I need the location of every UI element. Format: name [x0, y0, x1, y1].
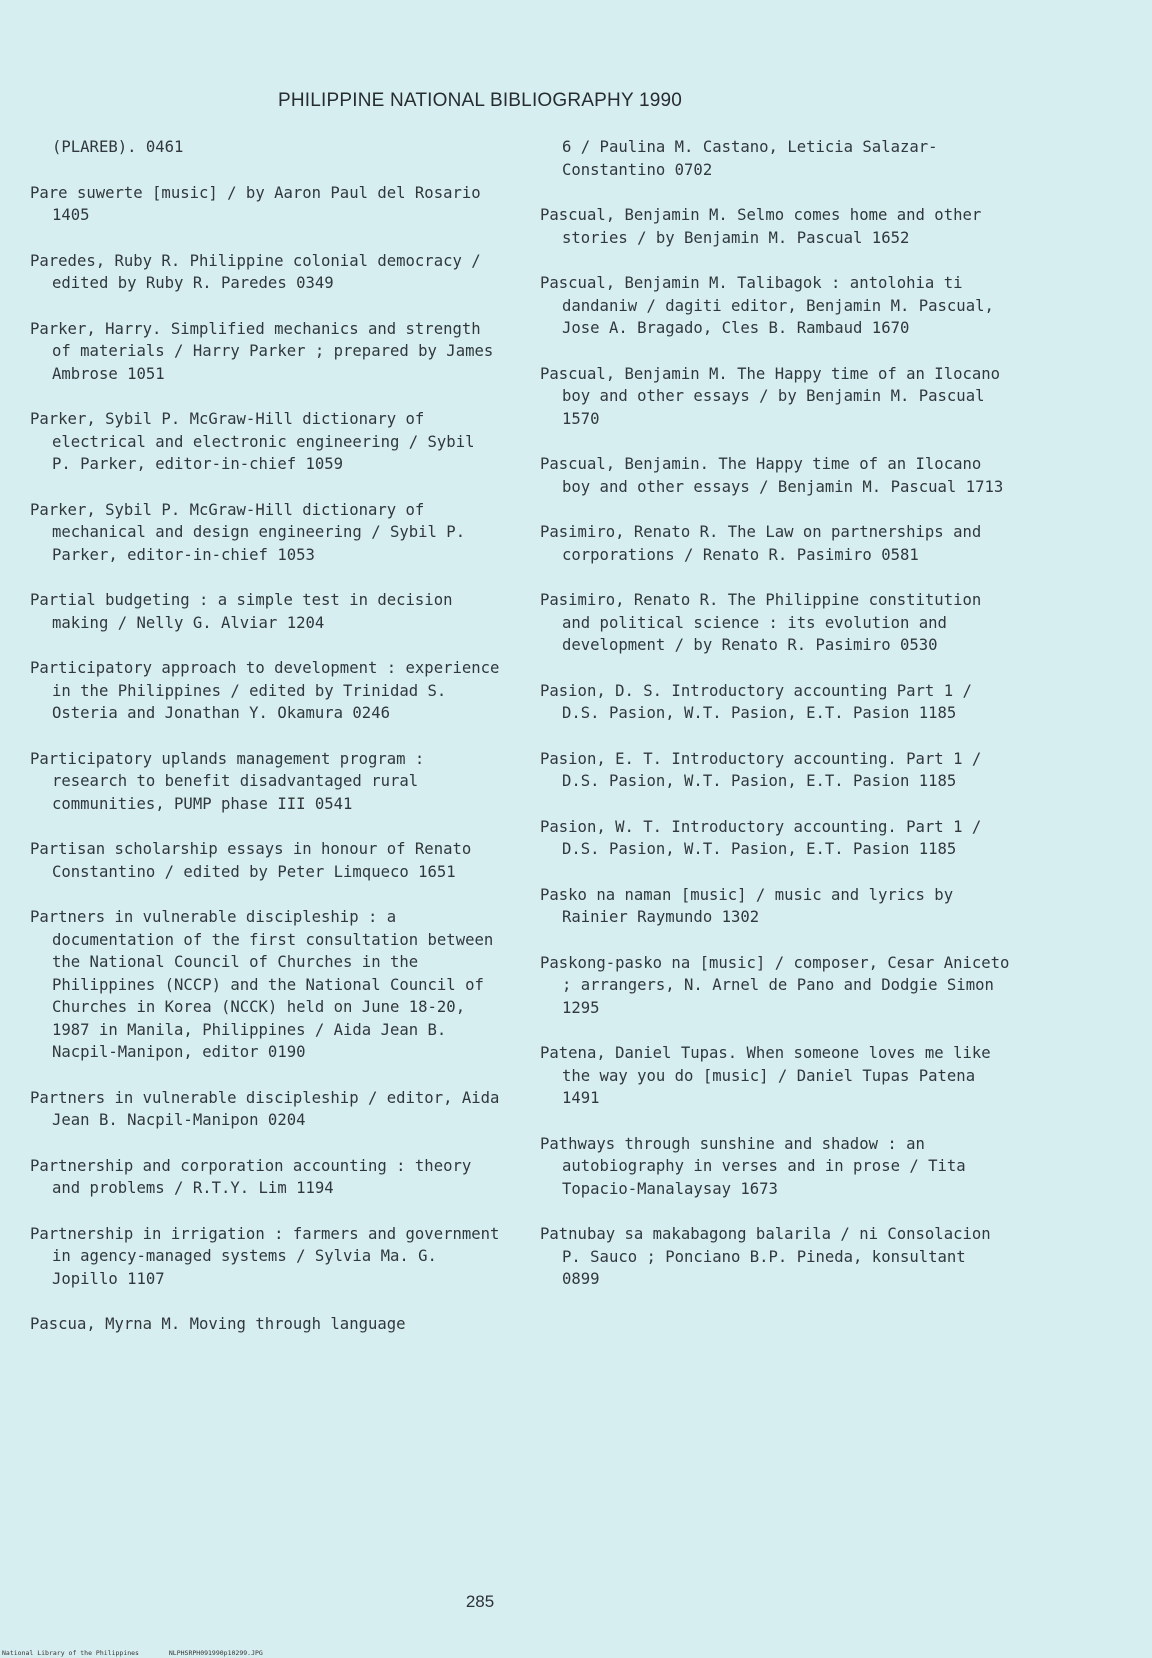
right-column — [540, 136, 1010, 1314]
page-number: 285 — [465, 1592, 495, 1611]
bibliography-entry: Partnership and corporation accounting : theory and problems / R.T.Y. Lim 1194 — [30, 1156, 472, 1197]
bibliography-entry: Pascua, Myrna M. Moving through language — [30, 1315, 406, 1333]
bibliography-entry: Pascual, Benjamin M. The Happy time of an Ilocano boy and other essays / by Benjamin M. Pascual 1570 — [540, 364, 1001, 428]
bibliography-entry: Participatory approach to development : experience in the Philippines / edited by Trinidad S. Osteria and Jonathan Y. Okamura 0246 — [30, 659, 500, 722]
bibliography-entry: Pasimiro, Renato R. The Law on partnerships and corporations / Renato R. Pasimiro 0581 — [540, 523, 982, 564]
footer-source: National Library of the Philippines — [2, 1649, 139, 1657]
bibliography-entry: Pasion, W. T. Introductory accounting. Part 1 / D.S. Pasion, W.T. Pasion, E.T. Pasion 1185 — [540, 817, 982, 858]
bibliography-entry: Pare suwerte [music] / by Aaron Paul del Rosario 1405 — [30, 183, 481, 224]
bibliography-entry: Parker, Sybil P. McGraw-Hill dictionary of mechanical and design engineering / Sybil P. Parker, editor-in-chief 1053 — [30, 500, 466, 564]
scan-footer — [2, 1649, 289, 1657]
bibliography-entry: Parker, Harry. Simplified mechanics and strength of materials / Harry Parker ; prepared by James Ambrose 1051 — [30, 319, 494, 383]
bibliography-entry: Participatory uplands management program : research to benefit disadvantaged rural communities, PUMP phase III 0541 — [30, 749, 425, 813]
bibliography-entry: Parker, Sybil P. McGraw-Hill dictionary of electrical and electronic engineering / Sybil P. Parker, editor-in-chief 1059 — [30, 410, 475, 473]
bibliography-entry: Pasimiro, Renato R. The Philippine constitution and political science : its evolution and development / by Renato R. Pasimiro 0530 — [540, 591, 982, 654]
left-column — [30, 136, 500, 1359]
bibliography-entry: Patnubay sa makabagong balarila / ni Consolacion P. Sauco ; Ponciano B.P. Pineda, konsultant 0899 — [540, 1225, 991, 1288]
bibliography-entry: Pascual, Benjamin M. Selmo comes home and other stories / by Benjamin M. Pascual 1652 — [540, 206, 982, 247]
bibliography-entry: Partisan scholarship essays in honour of Renato Constantino / edited by Peter Limqueco 1651 — [30, 840, 472, 881]
bibliography-entry: Partial budgeting : a simple test in decision making / Nelly G. Alviar 1204 — [30, 591, 453, 632]
bibliography-entry: 6 / Paulina M. Castano, Leticia Salazar-Constantino 0702 — [562, 138, 938, 179]
bibliography-entry: Pasion, D. S. Introductory accounting Part 1 / D.S. Pasion, W.T. Pasion, E.T. Pasion 1185 — [540, 681, 972, 722]
bibliography-entry: Pasko na naman [music] / music and lyrics by Rainier Raymundo 1302 — [540, 885, 954, 926]
bibliography-entry: Partnership in irrigation : farmers and government in agency-managed systems / Sylvia Ma. G. Jopillo 1107 — [30, 1224, 500, 1288]
bibliography-entry: Partners in vulnerable discipleship / editor, Aida Jean B. Nacpil-Manipon 0204 — [30, 1088, 500, 1129]
page-title: PHILIPPINE NATIONAL BIBLIOGRAPHY 1990 — [277, 90, 683, 111]
bibliography-entry: Paskong-pasko na [music] / composer, Cesar Aniceto ; arrangers, N. Arnel de Pano and Dodgie Simon 1295 — [540, 953, 1010, 1017]
bibliography-entry: Pasion, E. T. Introductory accounting. Part 1 / D.S. Pasion, W.T. Pasion, E.T. Pasion 1185 — [540, 749, 982, 790]
bibliography-entry: Pathways through sunshine and shadow : an autobiography in verses and in prose / Tita Topacio-Manalaysay 1673 — [540, 1134, 966, 1198]
bibliography-entry: Partners in vulnerable discipleship : a documentation of the first consultation between the National Council of Churches in the Philippines (NCCP) and the National Council of Churches in Korea (NCCK) held on June 18-20, 1987 in Manila, Philippines / Aida Jean B. Nacpil-Manipon, editor 0190 — [30, 908, 494, 1061]
bibliography-entry: Patena, Daniel Tupas. When someone loves me like the way you do [music] / Daniel Tupas Patena 1491 — [540, 1044, 991, 1107]
bibliography-entry: (PLAREB). 0461 — [52, 138, 184, 156]
bibliography-entry: Pascual, Benjamin. The Happy time of an Ilocano boy and other essays / Benjamin M. Pascual 1713 — [540, 455, 1004, 496]
bibliography-entry: Pascual, Benjamin M. Talibagok : antolohia ti dandaniw / dagiti editor, Benjamin M. Pascual, Jose A. Bragado, Cles B. Rambaud 1670 — [540, 274, 994, 337]
footer-file: NLPHSRPH091990p10299.JPG — [168, 1649, 263, 1657]
bibliography-entry: Paredes, Ruby R. Philippine colonial democracy / edited by Ruby R. Paredes 0349 — [30, 251, 481, 292]
